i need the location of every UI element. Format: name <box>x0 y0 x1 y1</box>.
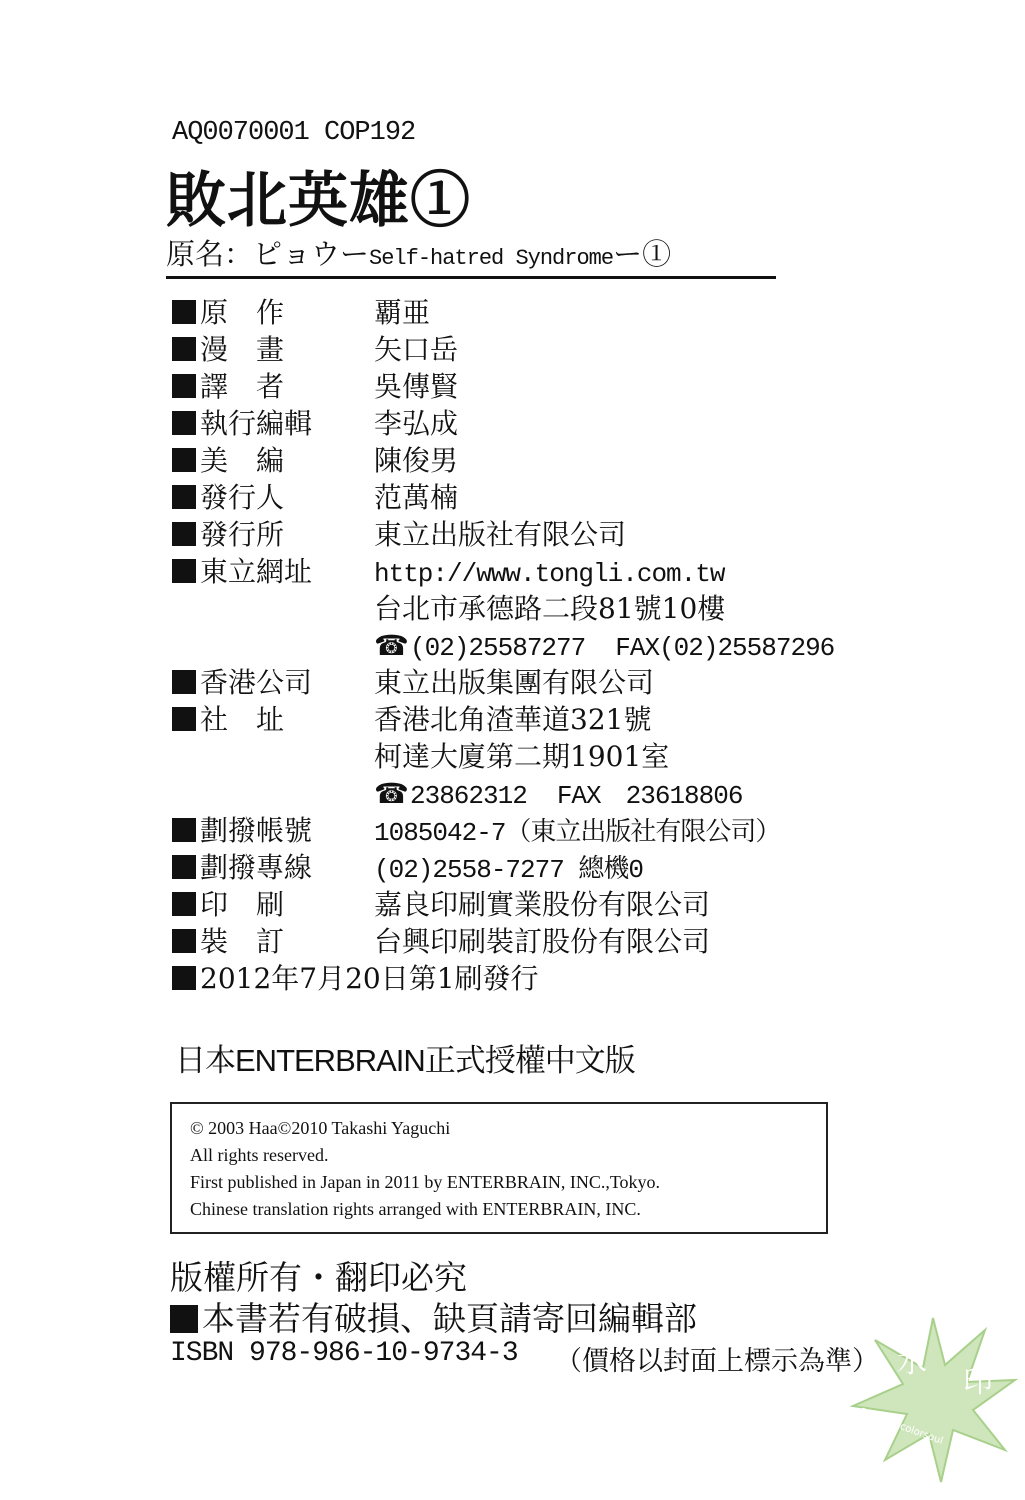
copyright-line: First published in Japan in 2011 by ENTERBRAIN, INC.,Tokyo. <box>190 1172 661 1192</box>
square-bullet-icon <box>172 701 200 738</box>
title-rule <box>166 276 776 279</box>
credit-value-text: 陳俊男 <box>374 444 459 477</box>
credit-row <box>172 479 872 516</box>
credit-row <box>172 368 872 405</box>
credit-label-text: 印 刷 <box>200 888 285 921</box>
credit-value <box>374 516 626 553</box>
credit-value-text: 台興印刷裝訂股份有限公司 <box>374 925 711 958</box>
credit-value <box>374 738 669 775</box>
credit-label-text: 東立網址 <box>200 555 313 588</box>
credit-value-text: 香港北角渣華道321號 <box>374 703 652 736</box>
credit-value <box>374 331 458 368</box>
square-bullet-icon <box>172 479 200 516</box>
fax-number: FAX(02)25587296 <box>615 633 835 663</box>
credit-value <box>374 923 710 960</box>
square-bullet-icon <box>172 886 200 923</box>
maple-leaf-icon <box>853 1318 1015 1482</box>
square-bullet-icon <box>172 812 200 849</box>
credit-label <box>172 553 374 590</box>
credit-value <box>374 664 654 701</box>
original-title-suffix: ー① <box>613 237 672 271</box>
credit-row <box>172 923 872 960</box>
credit-label-text: 原 作 <box>200 296 285 329</box>
watermark-glyph-left: 水 <box>897 1345 927 1380</box>
square-bullet-icon <box>170 1305 198 1333</box>
leaf-watermark <box>845 1310 1020 1490</box>
credit-label <box>172 331 374 368</box>
square-bullet-icon <box>172 553 200 590</box>
credit-row <box>172 516 872 553</box>
credit-row <box>172 812 872 849</box>
credit-row <box>172 627 872 664</box>
credit-label <box>172 664 374 701</box>
square-bullet-icon <box>172 294 200 331</box>
credit-value-text: 台北市承德路二段81號10樓 <box>374 592 726 625</box>
credit-value <box>374 442 458 479</box>
copyright-line: Chinese translation rights arranged with ENTERBRAIN, INC. <box>190 1199 641 1219</box>
credit-label <box>172 368 374 405</box>
credit-value-text: 嘉良印刷實業股份有限公司 <box>374 888 711 921</box>
square-bullet-icon <box>172 516 200 553</box>
credit-value-text: 吳傳賢 <box>374 370 459 403</box>
credit-label <box>172 590 374 627</box>
credit-row <box>172 294 872 331</box>
credit-label-text: 美 編 <box>200 444 285 477</box>
price-note: （價格以封面上標示為準） <box>555 1346 879 1377</box>
catalog-code: AQ0070001 COP192 <box>172 118 416 148</box>
credit-value-text: 1085042-7（東立出版社有限公司） <box>374 818 781 848</box>
credit-row <box>172 553 872 590</box>
credit-row <box>172 849 872 886</box>
credit-row <box>172 775 872 812</box>
credit-label <box>172 812 374 849</box>
credit-value-text: 矢口岳 <box>374 333 459 366</box>
fax-number: FAX 23618806 <box>556 781 743 811</box>
credit-value-text: (02)2558-7277 總機0 <box>374 855 644 885</box>
credit-label <box>172 775 374 812</box>
damage-text: 本書若有破損、缺頁請寄回編輯部 <box>202 1299 697 1338</box>
credit-value <box>374 368 458 405</box>
credit-row <box>172 331 872 368</box>
square-bullet-icon <box>172 849 200 886</box>
credits-list <box>172 294 872 960</box>
telephone-icon: ☎ <box>374 777 409 810</box>
credit-label-text: 劃撥專線 <box>200 851 313 884</box>
square-bullet-icon <box>172 405 200 442</box>
square-bullet-icon <box>172 923 200 960</box>
telephone-icon: ☎ <box>374 629 409 662</box>
credit-label-text: 發行所 <box>200 518 285 551</box>
credit-value-text: 李弘成 <box>374 407 459 440</box>
credit-value-text: 柯達大廈第二期1901室 <box>374 740 670 773</box>
credit-row <box>172 590 872 627</box>
credit-value <box>374 627 834 664</box>
credit-value-text: 東立出版集團有限公司 <box>374 666 655 699</box>
credit-value-text: 東立出版社有限公司 <box>374 518 627 551</box>
license-notice: 日本ENTERBRAIN正式授權中文版 <box>175 1043 635 1078</box>
book-title: 敗北英雄① <box>166 166 471 236</box>
release-text: 2012年7月20日第1刷發行 <box>200 962 539 995</box>
credit-value-text: http://www.tongli.com.tw <box>374 559 725 589</box>
credit-label <box>172 405 374 442</box>
credit-value <box>374 553 724 590</box>
phone-number: 23862312 <box>410 781 527 811</box>
copyright-line: All rights reserved. <box>190 1145 329 1165</box>
credit-row <box>172 442 872 479</box>
credit-value <box>374 849 643 886</box>
credit-label-text: 劃撥帳號 <box>200 814 313 847</box>
credit-row <box>172 405 872 442</box>
credit-label-text: 執行編輯 <box>200 407 313 440</box>
credit-label <box>172 516 374 553</box>
rights-notice: 版權所有・翻印必究 <box>170 1258 467 1297</box>
square-bullet-icon <box>172 664 200 701</box>
original-title-prefix: 原名：ピョウー <box>166 237 370 271</box>
credit-label <box>172 849 374 886</box>
credit-label <box>172 701 374 738</box>
square-bullet-icon <box>172 331 200 368</box>
credit-label <box>172 738 374 775</box>
credit-label-text: 發行人 <box>200 481 285 514</box>
copyright-box <box>170 1102 828 1234</box>
square-bullet-icon <box>172 368 200 405</box>
credit-label <box>172 294 374 331</box>
credit-row <box>172 664 872 701</box>
phone-number: (02)25587277 <box>410 633 586 663</box>
credit-row <box>172 738 872 775</box>
square-bullet-icon <box>172 442 200 479</box>
credit-value <box>374 775 742 812</box>
credit-value <box>374 405 458 442</box>
isbn: ISBN 978-986-10-9734-3 <box>170 1338 518 1369</box>
credit-label <box>172 627 374 664</box>
credit-row <box>172 886 872 923</box>
credit-value <box>374 294 430 331</box>
watermark-credit: Scan by colorsoul <box>857 1406 945 1447</box>
credit-label <box>172 923 374 960</box>
watermark-glyph-right: 印 <box>963 1365 993 1400</box>
credit-value-text: 覇亜 <box>374 296 431 329</box>
credit-value <box>374 479 458 516</box>
credit-label-text: 漫 畫 <box>200 333 285 366</box>
credit-label-text: 香港公司 <box>200 666 313 699</box>
release-date <box>172 960 539 997</box>
square-bullet-icon <box>172 966 196 990</box>
credit-label <box>172 479 374 516</box>
credit-row <box>172 701 872 738</box>
credit-value <box>374 701 651 738</box>
damage-notice <box>170 1293 697 1340</box>
credit-label-text: 裝 訂 <box>200 925 285 958</box>
original-title-latin: Self-hatred Syndrome <box>369 246 614 271</box>
credit-value <box>374 812 780 849</box>
original-title <box>166 232 671 273</box>
credit-value <box>374 886 710 923</box>
credit-label-text: 社 址 <box>200 703 285 736</box>
credit-label-text: 譯 者 <box>200 370 285 403</box>
credit-label <box>172 442 374 479</box>
credit-label <box>172 886 374 923</box>
credit-value-text: 范萬楠 <box>374 481 459 514</box>
copyright-line: © 2003 Haa©2010 Takashi Yaguchi <box>190 1118 451 1138</box>
credit-value <box>374 590 725 627</box>
